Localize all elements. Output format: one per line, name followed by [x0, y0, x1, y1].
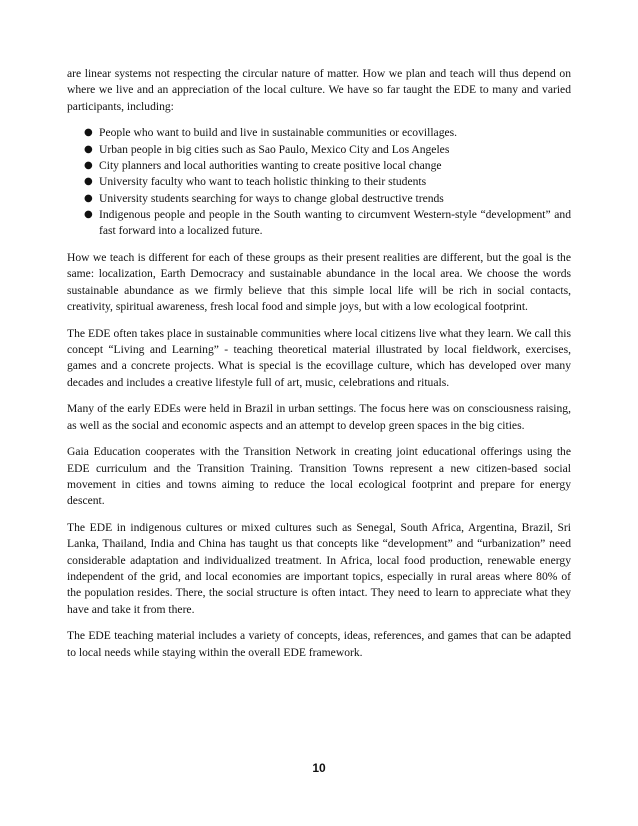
bullet-icon: ●	[84, 159, 93, 171]
list-item	[67, 158, 571, 174]
bullet-icon: ●	[84, 127, 93, 139]
body-paragraph: The EDE in indigenous cultures or mixed cultures such as Senegal, South Africa, Argentina, Brazil, Sri Lanka, Thailand, India and China has taught us that concepts like “development” and “urbanization” need considerable adaptation and individualized treatment. In Africa, local food production, renewable energy independent of the grid, and local economies are important topics, especially in rural areas where 80% of the population resides. There, the social structure is often intact. They need to learn to appreciate what they have and take it from there.	[67, 521, 571, 616]
list-item-text: City planners and local authorities wanting to create positive local change	[99, 158, 442, 172]
body-paragraph: Gaia Education cooperates with the Transition Network in creating joint educational offerings using the EDE curriculum and the Transition Training. Transition Towns represent a new citizen-based social movement in cities and towns aiming to reduce the local ecological footprint and prepare for energy descent.	[67, 445, 571, 508]
list-item-text: Indigenous people and people in the South wanting to circumvent Western-style “development” and fast forward into a localized future.	[99, 207, 571, 238]
bullet-icon: ●	[84, 176, 93, 188]
body-paragraph: The EDE often takes place in sustainable communities where local citizens live what they learn. We call this concept “Living and Learning” - teaching theoretical material illustrated by local fieldwork, exercises, games and a concrete projects. What is special is the ecovillage culture, which has developed over many decades and includes a creative lifestyle full of art, music, celebrations and rituals.	[67, 326, 571, 389]
body-paragraph: The EDE teaching material includes a variety of concepts, ideas, references, and games that can be adapted to local needs while staying within the overall EDE framework.	[67, 629, 571, 659]
list-item-text: People who want to build and live in sustainable communities or ecovillages.	[99, 126, 458, 140]
bullet-icon: ●	[84, 192, 93, 204]
bullet-icon: ●	[84, 143, 93, 155]
list-item	[67, 142, 571, 158]
bullet-icon: ●	[84, 208, 93, 220]
list-item-text: University faculty who want to teach holistic thinking to their students	[99, 175, 427, 189]
list-item	[67, 125, 571, 141]
list-item	[67, 174, 571, 190]
list-item-text: Urban people in big cities such as Sao Paulo, Mexico City and Los Angeles	[99, 142, 450, 156]
intro-paragraph: are linear systems not respecting the circular nature of matter. How we plan and teach will thus depend on where we live and an appreciation of the local culture. We have so far taught the EDE to many and varied participants, including:	[67, 67, 571, 113]
list-item-text: University students searching for ways to change global destructive trends	[99, 191, 444, 205]
body-paragraph: Many of the early EDEs were held in Brazil in urban settings. The focus here was on consciousness raising, as well as the social and economic aspects and an attempt to develop green spaces in the big cities.	[67, 402, 571, 432]
list-item	[67, 207, 571, 240]
document-page	[67, 66, 571, 672]
list-item	[67, 191, 571, 207]
participants-list	[67, 125, 571, 239]
page-number: 10	[312, 761, 326, 775]
body-paragraph: How we teach is different for each of these groups as their present realities are different, but the goal is the same: localization, Earth Democracy and sustainable abundance in the local area. We choose the words sustainable abundance as we firmly believe that this simple local life will be rich in social contacts, creativity, spiritual awareness, fresh local food and simple joys, but with a low ecological footprint.	[67, 250, 571, 313]
